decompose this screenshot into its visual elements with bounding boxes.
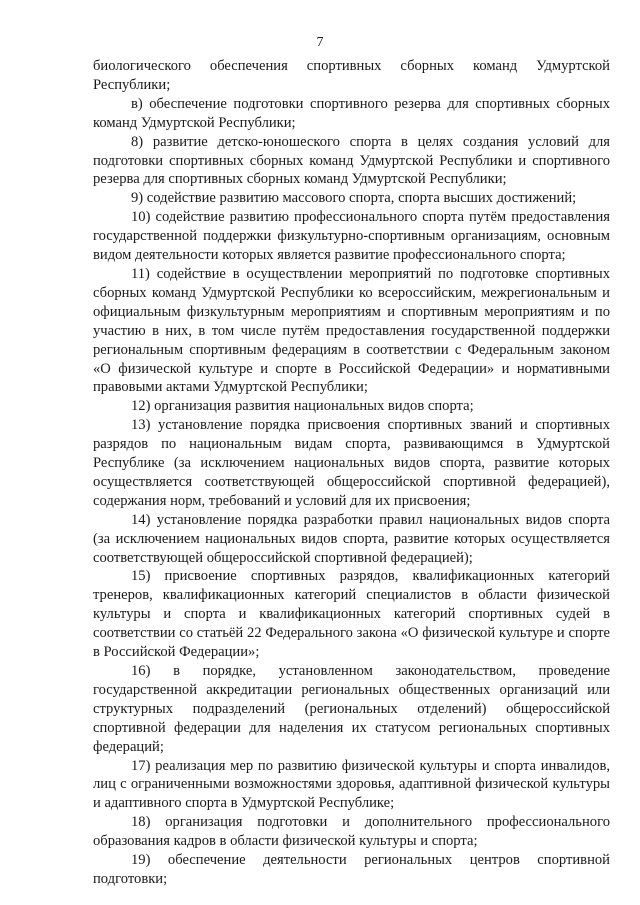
paragraph-continuation: биологического обеспечения спортивных сборных команд Удмуртской Республики; [93,58,610,93]
paragraph-item-11: 11) содействие в осуществлении мероприятий по подготовке спортивных сборных команд Удмуртской Республики ко всероссийским, межрегиональным и официальным физкультурным мероприятиям и спортивным мероприятиям и по участию в них, в том числе путём предоставления государственной поддержки региональным спортивным федерациям в соответствии с Федеральным законом «О физической культуре и спорте в Российской Федерации» и нормативными правовыми актами Удмуртской Республики; [93,265,610,396]
page-number: 7 [316,35,324,50]
document-body [93,57,610,889]
paragraph-item-19: 19) обеспечение деятельности региональных центров спортивной подготовки; [93,852,610,887]
paragraph-item-v: в) обеспечение подготовки спортивного резерва для спортивных сборных команд Удмуртской Республики; [93,95,610,131]
paragraph-item-18: 18) организация подготовки и дополнительного профессионального образования кадров в области физической культуры и спорта; [93,814,610,850]
paragraph-item-12: 12) организация развития национальных видов спорта; [131,398,474,415]
paragraph-item-17: 17) реализация мер по развитию физической культуры и спорта инвалидов, лиц с ограниченными возможностями здоровья, адаптивной физической культуры и адаптивного спорта в Удмуртской Республике; [93,757,610,812]
paragraph-item-8: 8) развитие детско-юношеского спорта в целях создания условий для подготовки спортивных сборных команд Удмуртской Республики и спортивного резерва для спортивных сборных команд Удмуртской Республики; [93,133,610,188]
paragraph-item-13: 13) установление порядка присвоения спортивных званий и спортивных разрядов по национальным видам спорта, развивающимся в Удмуртской Республике (за исключением национальных видов спорта, развитие которых осуществляется соответствующей общероссийской спортивной федерацией), содержания норм, требований и условий для их присвоения; [93,417,610,509]
paragraph-item-14: 14) установление порядка разработки правил национальных видов спорта (за исключением национальных видов спорта, развитие которых осуществляется соответствующей общероссийской спортивной федерацией); [93,511,610,566]
paragraph-item-16: 16) в порядке, установленном законодательством, проведение государственной аккредитации региональных общественных организаций или структурных подразделений (региональных отделений) общероссийской спортивной федерации для наделения их статусом региональных спортивных федераций; [93,663,610,755]
paragraph-item-15: 15) присвоение спортивных разрядов, квалификационных категорий тренеров, квалификационных категорий специалистов в области физической культуры и спорта и квалификационных категорий спортивных судей в соответствии со статьёй 22 Федерального закона «О физической культуре и спорте в Российской Федерации»; [93,568,610,661]
paragraph-item-9: 9) содействие развитию массового спорта, спорта высших достижений; [131,190,577,207]
paragraph-item-10: 10) содействие развитию профессионального спорта путём предоставления государственной поддержки физкультурно-спортивным организациям, основным видом деятельности которых является развитие профессионального спорта; [93,209,610,264]
